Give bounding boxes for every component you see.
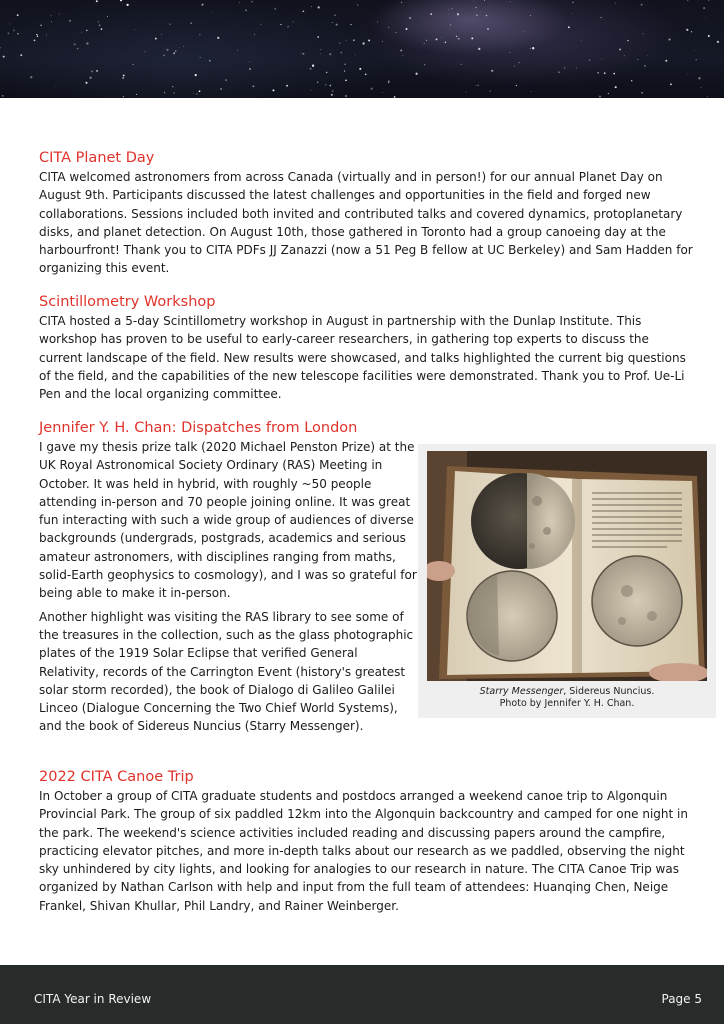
star <box>484 0 485 1</box>
star <box>430 13 432 15</box>
star <box>353 39 354 40</box>
star <box>249 61 250 62</box>
star <box>516 85 517 86</box>
star <box>426 40 427 41</box>
star <box>311 90 312 91</box>
star <box>46 34 47 35</box>
star <box>37 35 38 36</box>
section-body: In October a group of CITA graduate students and postdocs arranged a weekend canoe trip to Algonquin Provincial Park. The group of six paddled 12km into the Algonquin backcountry and camped for one night in the park. The weekend's science activities included reading and discussing papers around the campfire, practicing elevator pitches, and more in-depth talks about our research as we paddled, observing the night sky unhindered by city lights, and looking for analogies to our research in nature. The CITA Canoe Trip was organized by Nathan Carlson with help and input from the full team of attendees: Huanqing Chen, Neige Frankel, Shivan Khullar, Phil Landry, and Rainer Weinberger. <box>39 789 688 913</box>
star <box>329 85 331 87</box>
star <box>686 29 688 31</box>
star <box>478 48 480 50</box>
star <box>641 4 643 6</box>
star <box>572 13 573 14</box>
star <box>286 85 288 87</box>
star <box>388 80 390 82</box>
star <box>183 46 184 47</box>
section-body: CITA welcomed astronomers from across Canada (virtually and in person!) for our annual Planet Day on August 9th. Participants discussed the latest challenges and opportunities in the field and forged new collaborations. Sessions included both invited and contributed talks and covered dynamics, protoplanetary disks, and planet detection. On August 10th, those gathered in Toronto had a group canoeing day at the harbourfront! Thank you to CITA PDFs JJ Zanazzi (now a 51 Peg B fellow at UC Berkeley) and Sam Hadden for organizing this event. <box>39 170 693 276</box>
star <box>346 40 347 41</box>
star <box>317 81 318 82</box>
star <box>51 15 52 16</box>
star <box>668 38 670 40</box>
star <box>572 2 573 3</box>
star <box>436 38 438 40</box>
star <box>30 76 32 78</box>
star <box>85 82 87 84</box>
section-paragraph: Another highlight was visiting the RAS library to see some of the treasures in the collection, such as the glass photographic plates of the 1919 Solar Eclipse that verified General Relativity, records of the Carrington Event (history's greatest solar storm recorded), the book of Dialogo di Galileo Galilei Linceo (Dialogue Concerning the Two Chief World Systems), and the book of Sidereus Nuncius (Starry Messenger). <box>39 609 414 734</box>
star <box>13 30 15 32</box>
page-number: Page 5 <box>661 992 702 1006</box>
star <box>164 92 165 93</box>
star <box>696 59 697 60</box>
star <box>476 14 478 16</box>
star <box>445 42 446 43</box>
star <box>524 31 525 32</box>
star <box>388 82 389 83</box>
star <box>490 91 491 92</box>
star <box>530 48 531 49</box>
section-planet-day <box>39 148 694 278</box>
figure-caption <box>418 686 716 710</box>
star <box>209 60 211 62</box>
star <box>161 34 162 35</box>
star <box>34 39 36 41</box>
star <box>703 7 705 9</box>
star <box>368 39 370 41</box>
star <box>199 34 200 35</box>
star <box>237 50 238 51</box>
star <box>641 92 642 93</box>
star <box>325 84 326 85</box>
section-dispatches-london <box>39 418 419 736</box>
star <box>350 24 351 25</box>
star <box>0 47 1 48</box>
star <box>377 22 378 23</box>
star <box>461 64 462 65</box>
star <box>166 49 168 51</box>
star <box>81 32 82 33</box>
book-photo <box>427 451 707 681</box>
star <box>601 59 602 60</box>
section-body: CITA hosted a 5-day Scintillometry workshop in August in partnership with the Dunlap Institute. This workshop has proven to be useful to early-career researchers, in gathering top experts to discuss the current landscape of the field. New results were showcased, and talks highlighted the current big questions of the field, and the capabilities of the new telescope facilities were demonstrated. Thank you to Prof. Ue-Li Pen and the local organizing committee. <box>39 314 686 402</box>
star <box>558 71 560 73</box>
star <box>487 28 489 30</box>
star <box>91 70 93 72</box>
star <box>260 24 261 25</box>
star <box>402 55 403 56</box>
star <box>382 41 383 42</box>
star <box>190 22 192 24</box>
section-scintillometry <box>39 292 694 403</box>
star <box>687 0 688 1</box>
star <box>615 86 617 88</box>
star <box>456 36 457 37</box>
star <box>615 3 616 4</box>
star <box>133 64 134 65</box>
star <box>708 0 709 1</box>
star <box>249 68 251 70</box>
star <box>329 53 331 55</box>
star <box>303 10 305 12</box>
star <box>331 94 333 96</box>
star <box>155 38 157 40</box>
star <box>318 6 320 8</box>
star <box>317 36 319 38</box>
star <box>530 15 531 16</box>
star <box>135 29 136 30</box>
page-footer <box>0 965 724 1024</box>
star <box>96 70 98 72</box>
star <box>670 83 672 85</box>
star <box>631 80 632 81</box>
star <box>510 52 511 53</box>
star <box>334 15 335 16</box>
star <box>344 64 346 66</box>
star <box>531 91 532 92</box>
star-field <box>0 0 724 98</box>
star <box>311 6 312 7</box>
star <box>388 27 389 28</box>
star <box>332 22 333 23</box>
star <box>382 92 383 93</box>
star <box>476 85 477 86</box>
star <box>473 0 474 1</box>
star <box>613 73 615 75</box>
star <box>466 92 467 93</box>
star <box>9 24 10 25</box>
star <box>174 92 175 93</box>
star <box>457 13 459 15</box>
star <box>326 72 327 73</box>
star <box>345 95 347 97</box>
star <box>344 71 345 72</box>
star <box>245 9 247 11</box>
star <box>708 35 710 37</box>
star <box>56 86 57 87</box>
star <box>441 37 442 38</box>
star <box>107 16 108 17</box>
star <box>123 75 125 77</box>
star <box>254 34 255 35</box>
star <box>312 65 314 67</box>
star <box>401 2 402 3</box>
star <box>86 30 87 31</box>
star <box>163 55 165 57</box>
star <box>409 17 411 19</box>
star <box>273 89 275 91</box>
star <box>694 50 695 51</box>
star <box>251 1 252 2</box>
star <box>122 3 123 4</box>
star <box>700 87 701 88</box>
star <box>339 43 340 44</box>
star <box>363 42 365 44</box>
star <box>40 24 42 26</box>
star <box>195 74 197 76</box>
star <box>458 38 460 40</box>
star <box>589 59 591 61</box>
star <box>604 72 606 74</box>
star <box>173 52 175 54</box>
star <box>3 56 5 58</box>
star <box>450 24 451 25</box>
star <box>274 8 276 10</box>
section-title: 2022 CITA Canoe Trip <box>39 769 194 785</box>
star <box>688 74 689 75</box>
section-title: Jennifer Y. H. Chan: Dispatches from London <box>39 420 358 436</box>
star <box>448 9 449 10</box>
star <box>196 93 197 94</box>
star <box>220 88 222 90</box>
star <box>532 47 534 49</box>
star <box>424 43 425 44</box>
star <box>486 15 488 17</box>
star <box>2 95 4 97</box>
star <box>624 55 625 56</box>
star <box>74 43 76 45</box>
star <box>287 26 289 28</box>
star <box>600 17 601 18</box>
star <box>280 24 281 25</box>
caption-credit: Photo by Jennifer Y. H. Chan. <box>499 698 635 709</box>
star <box>310 68 312 70</box>
star <box>371 88 373 90</box>
section-title: CITA Planet Day <box>39 150 155 166</box>
star <box>478 85 479 86</box>
star <box>212 12 213 13</box>
star <box>99 24 101 26</box>
star <box>288 28 289 29</box>
star <box>691 31 692 32</box>
star <box>400 50 402 52</box>
star <box>394 96 396 98</box>
star <box>597 72 599 74</box>
star <box>51 21 52 22</box>
book-figure <box>418 444 716 718</box>
star <box>69 20 71 22</box>
star <box>321 49 322 50</box>
star <box>89 77 91 79</box>
star <box>355 55 356 56</box>
star <box>303 53 305 55</box>
caption-subtitle: , Sidereus Nuncius. <box>563 686 655 697</box>
section-paragraph: I gave my thesis prize talk (2020 Michael Penston Prize) at the UK Royal Astronomical Society Ordinary (RAS) Meeting in October. It was held in hybrid, with roughly ~50 people attending in-person and 70 people joining online. It was great fun interacting with such a wide group of audiences of diverse backgrounds (undergrads, postgrads, academics and serious amateur astronomers, with disciplines ranging from maths, solid-Earth geophysics to cosmology), and I was so grateful for being able to make it in-person. <box>39 440 417 601</box>
star <box>564 67 565 68</box>
star <box>336 24 338 26</box>
star <box>96 0 98 2</box>
star <box>405 28 407 30</box>
star <box>359 68 361 70</box>
section-canoe-trip <box>39 767 699 915</box>
star <box>36 34 37 35</box>
star <box>17 14 19 16</box>
section-title: Scintillometry Workshop <box>39 294 216 310</box>
star <box>332 90 334 92</box>
star <box>126 4 128 6</box>
star <box>510 1 511 2</box>
star <box>136 94 137 95</box>
star <box>239 2 240 3</box>
star <box>144 51 145 52</box>
star <box>424 64 425 65</box>
star <box>698 77 700 79</box>
star <box>568 26 570 28</box>
star <box>637 59 638 60</box>
star <box>647 55 648 56</box>
star <box>20 54 22 56</box>
star <box>7 32 9 34</box>
star <box>175 50 177 52</box>
star <box>644 65 645 66</box>
star <box>665 60 667 62</box>
star <box>448 14 449 15</box>
star <box>86 42 88 44</box>
star <box>293 21 294 22</box>
star <box>17 33 19 35</box>
star <box>120 0 122 1</box>
star <box>169 23 170 24</box>
star <box>627 40 628 41</box>
star <box>225 79 226 80</box>
footer-title: CITA Year in Review <box>34 992 152 1006</box>
night-sky-banner <box>0 0 724 98</box>
star <box>717 41 719 43</box>
star <box>77 48 78 49</box>
star <box>576 68 577 69</box>
star <box>491 70 493 72</box>
star <box>217 37 219 39</box>
star <box>475 7 477 9</box>
star <box>179 47 180 48</box>
star <box>415 73 417 75</box>
star <box>619 48 621 50</box>
star <box>581 40 582 41</box>
star <box>252 85 254 87</box>
star <box>59 14 60 15</box>
star <box>101 28 103 30</box>
star <box>519 62 520 63</box>
star <box>172 86 173 87</box>
star <box>320 54 321 55</box>
caption-title: Starry Messenger <box>479 686 564 697</box>
star <box>340 52 342 54</box>
star <box>451 8 452 9</box>
star <box>193 93 194 94</box>
star <box>514 66 515 67</box>
star <box>608 93 609 94</box>
star <box>98 21 99 22</box>
star <box>301 53 302 54</box>
star <box>471 37 473 39</box>
star <box>357 5 358 6</box>
star <box>396 32 397 33</box>
star <box>599 96 601 98</box>
star <box>643 33 644 34</box>
star <box>365 73 367 75</box>
star <box>707 96 708 97</box>
star <box>122 77 124 79</box>
star <box>123 96 124 97</box>
star <box>345 79 347 81</box>
star <box>705 17 706 18</box>
star <box>200 57 201 58</box>
star <box>202 4 204 6</box>
star <box>199 90 201 92</box>
star <box>178 74 179 75</box>
